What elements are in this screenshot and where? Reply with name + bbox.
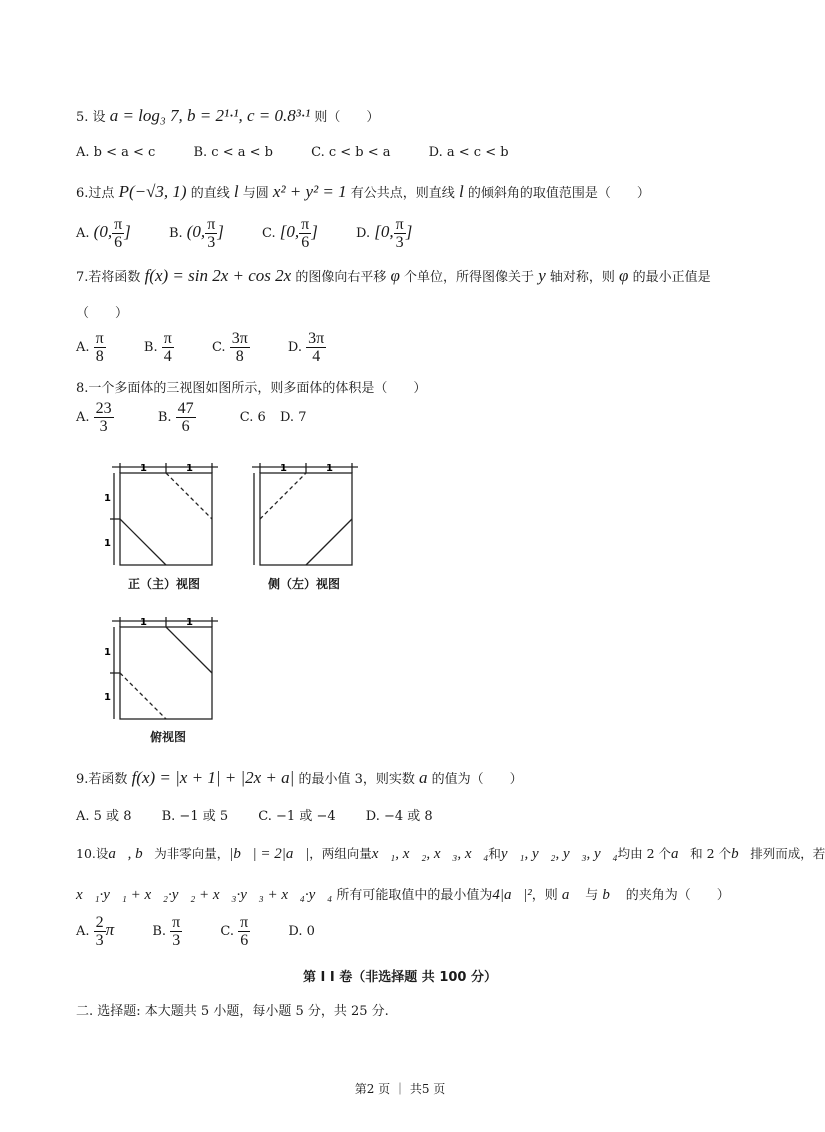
q9-option-b: B. −1 或 5 <box>161 809 229 824</box>
q6-options <box>76 216 446 251</box>
top-view-label: 俯视图 <box>150 730 187 744</box>
q8-option-c: C. 6 <box>239 410 266 425</box>
q7-stem-cont: （ ） <box>76 306 129 321</box>
q5-option-d: D. a < c < b <box>428 145 509 160</box>
q10-option-d: D. 0 <box>288 924 315 939</box>
top-dim-left-lower: 1 <box>104 692 111 703</box>
q10-options <box>76 914 349 949</box>
side-dim-top-right: 1 <box>326 463 333 474</box>
front-dim-top-left: 1 <box>140 463 147 474</box>
q6-option-b: B. (0, $\frac{\pi}{3}$ ] <box>168 216 224 251</box>
q5-expression: a = log₃ 7, b = 2¹·¹, c = 0.8³·¹ <box>109 106 311 125</box>
q8-stem: 8.一个多面体的三视图如图所示，则多面体的体积是（ ） <box>76 381 427 396</box>
q8-options <box>76 400 340 435</box>
q7-option-a: A. $\frac{\pi}{8}$ <box>76 330 104 365</box>
q10-option-a: A. $\frac{2}{3}$ π <box>76 914 115 949</box>
q10-stem-line2: x⃗₁·y⃗₁ + x⃗₂·y⃗₂ + x⃗₃·y⃗₃ + x⃗₄·y⃗₄ 所有可能取值中的最小值为4|a⃗|²，则 a⃗ 与 b⃗ 的夹角为（ ） <box>76 887 730 903</box>
front-view-label: 正（主）视图 <box>128 577 201 591</box>
q9-options <box>76 805 467 824</box>
three-views-figure <box>100 455 370 755</box>
q7-options <box>76 330 360 365</box>
q5-options <box>76 145 543 160</box>
front-dim-left-upper: 1 <box>104 493 111 504</box>
side-view-label: 侧（左）视图 <box>268 577 341 591</box>
q8-option-d: D. 7 <box>279 410 307 425</box>
q7-option-d: D. $\frac{3\pi}{4}$ <box>287 330 325 365</box>
q7-stem: 7.若将函数 f(x) = sin 2x + cos 2x 的图像向右平移 φ 个单位，所得图像关于 y 轴对称，则 φ 的最小正值是 <box>76 266 711 285</box>
front-view <box>110 463 218 565</box>
side-view <box>252 463 358 565</box>
top-dim-left-upper: 1 <box>104 647 111 658</box>
q8-option-a: A. $\frac{23}{3}$ <box>76 400 112 435</box>
q9-option-d: D. −4 或 8 <box>365 809 433 824</box>
section-title: 第 I I 卷（非选择题 共 100 分） <box>303 970 497 985</box>
q9-stem: 9.若函数 f(x) = |x + 1| + |2x + a| 的最小值 3，则实数 a 的值为（ ） <box>76 768 523 787</box>
q7-option-c: C. $\frac{3\pi}{8}$ <box>211 330 248 365</box>
front-dim-top-right: 1 <box>186 463 193 474</box>
q10-option-b: B. $\frac{\pi}{3}$ <box>152 914 181 949</box>
q5-option-b: B. c < a < b <box>193 145 273 160</box>
side-dim-top-left: 1 <box>280 463 287 474</box>
q7-option-b: B. $\frac{\pi}{4}$ <box>143 330 172 365</box>
q5-stem: 5. 设 a = log₃ 7, b = 2¹·¹, c = 0.8³·¹ 则（ ） <box>76 106 380 125</box>
top-dim-top-left: 1 <box>140 617 147 628</box>
q5-option-a: A. b < a < c <box>76 145 156 160</box>
q10-stem-line1: 10.设a⃗, b⃗为非零向量，|b⃗| = 2|a⃗|，两组向量x⃗₁, x⃗₂, x⃗₃, x⃗₄和y⃗₁, y⃗₂, y⃗₃, y⃗₄均由 2 个a⃗和 2 个b⃗排列而成，若 <box>76 846 825 862</box>
page-footer: 第2 页 ｜ 共5 页 <box>354 1082 446 1096</box>
q5-option-c: C. c < b < a <box>311 145 391 160</box>
top-view <box>110 617 218 719</box>
q9-option-c: C. −1 或 −4 <box>258 809 336 824</box>
q10-option-c: C. $\frac{\pi}{6}$ <box>220 914 249 949</box>
front-dim-left-lower: 1 <box>104 538 111 549</box>
top-dim-top-right: 1 <box>186 617 193 628</box>
q6-stem: 6.过点 P(−√3, 1) 的直线 l 与圆 x² + y² = 1 有公共点，则直线 l 的倾斜角的取值范围是（ ） <box>76 182 650 201</box>
q6-option-c: C. [0, $\frac{\pi}{6}$ ] <box>262 216 318 251</box>
section-subtitle: 二. 选择题: 本大题共 5 小题，每小题 5 分，共 25 分. <box>76 1004 389 1019</box>
q6-option-a: A. (0, $\frac{\pi}{6}$ ] <box>76 216 131 251</box>
q8-option-b: B. $\frac{47}{6}$ <box>157 400 194 435</box>
q9-option-a: A. 5 或 8 <box>76 809 132 824</box>
q6-option-d: D. [0, $\frac{\pi}{3}$ ] <box>356 216 413 251</box>
